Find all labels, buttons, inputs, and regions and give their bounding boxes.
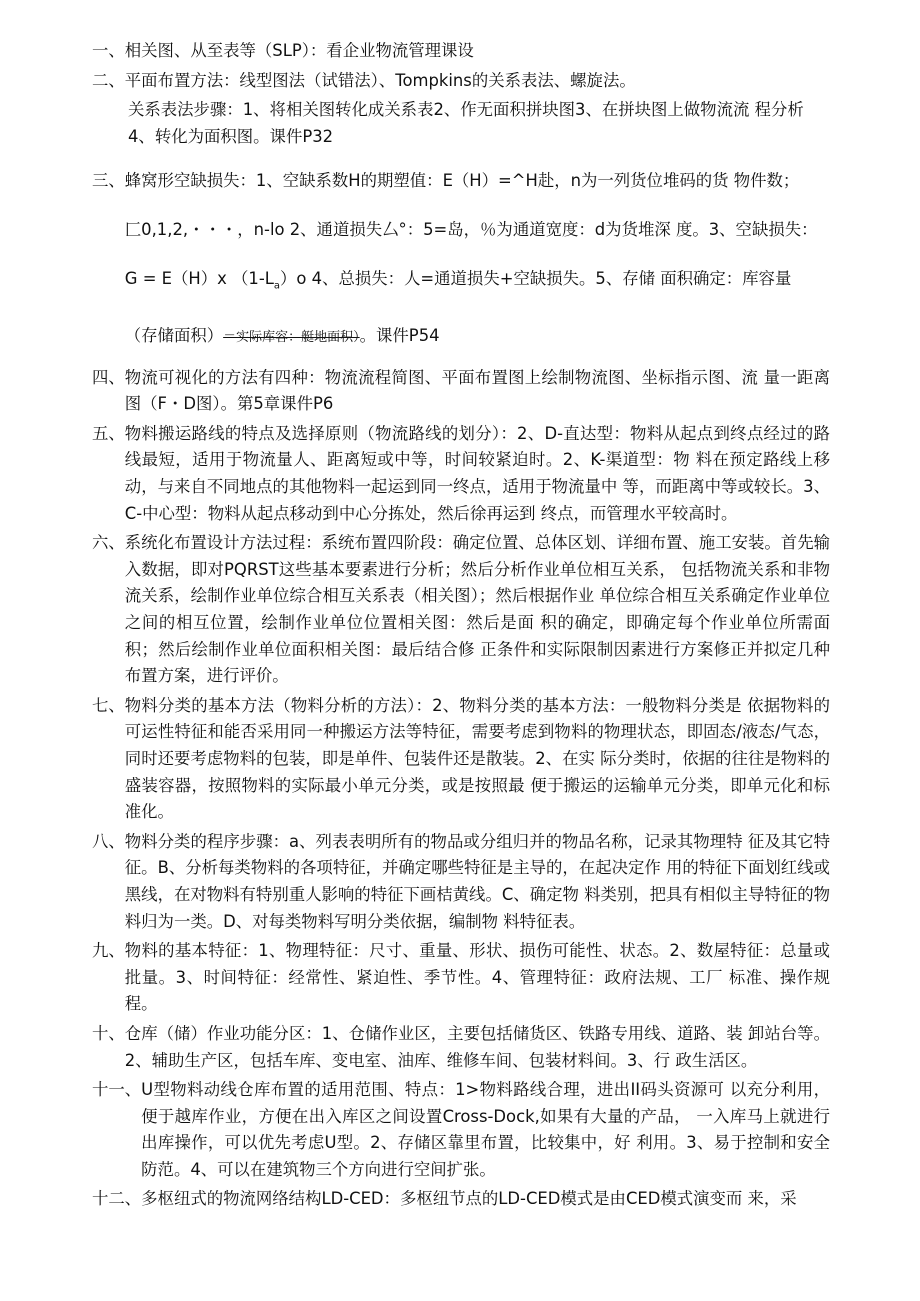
section-3-line-3: G = E（H）x $(1-L_a)o$ 4、总损失：人=通道损失+空缺损失。5、存储 面积确定：库容量 <box>124 269 792 292</box>
section-11 <box>92 1077 830 1183</box>
section-text: 物料的基本特征：1、物理特征：尺寸、重量、形状、损伤可能性、状态。2、数屋特征：总量或批量。3、时间特征：经常性、紧迫性、季节性。4、管理特征：政府法规、工厂 标准、操作规程。 <box>124 941 830 1014</box>
section-number: 十二、 <box>92 1189 142 1209</box>
section-3-line-2: 匚0,1,2,・・・，n-lo 2、通道损失厶°：5=岛，％为通道宽度：d为货堆深 度。3、空缺损失： <box>124 220 818 240</box>
section-7 <box>92 693 830 826</box>
section-text <box>125 156 830 361</box>
section-number: 七、 <box>92 695 125 715</box>
section-number: 一、 <box>92 41 125 60</box>
section-12 <box>92 1186 830 1213</box>
section-number: 十一、 <box>92 1080 142 1100</box>
section-number: 九、 <box>92 941 125 961</box>
section-number: 八、 <box>92 831 125 851</box>
section-text: 物流可视化的方法有四种：物流流程简图、平面布置图上绘制物流图、坐标指示图、流 量一距离图（F・D图）。第5章课件P6 <box>124 367 830 414</box>
section-number: 四、 <box>92 367 125 387</box>
section-number: 十、 <box>92 1023 125 1043</box>
section-3 <box>92 156 830 361</box>
section-1 <box>92 38 830 65</box>
section-text: U型物料动线仓库布置的适用范围、特点：1>物料路线合理，进出II码头资源可 以充分利用，便于越库作业，方便在出入库区之间设置Cross-Dock,如果有大量的产品， 一入库马上就进行出库操作，可以优先考虑U型。2、存储区靠里布置，比较集中，好 利用。3、易于控制和安全防范。4、可以在建筑物三个方向进行空间扩张。 <box>141 1080 830 1179</box>
section-text: 平面布置方法：线型图法（试错法）、Tompkins的关系表法、螺旋法。 <box>124 70 636 90</box>
section-text: 仓库（储）作业功能分区：1、仓储作业区，主要包括储货区、铁路专用线、道路、装 卸站台等。2、辅助生产区，包括车库、变电室、油库、维修车间、包装材料间。3、行 政生活区。 <box>124 1023 830 1070</box>
section-text: 物料搬运路线的特点及选择原则（物流路线的划分）：2、D-直达型：物料从起点到终点经过的路线最短，适用于物流量人、距离短或中等，时间较紧迫时。2、K-渠道型：物 料在预定路线上移动，与来自不同地点的其他物料一起运到同一终点，适用于物流量中 等，而距离中等或较长。3、C-中心型：物料从起点移动到中心分拣处，然后徐再运到 终点，而管理水平较高时。 <box>124 423 830 523</box>
section-4 <box>92 365 830 418</box>
section-8 <box>92 829 830 935</box>
struck-text: ＝实际库容：艇地面积） <box>223 329 360 345</box>
section-text: 物料分类的程序步骤：a、列表表明所有的物品或分组归并的物品名称，记录其物理特 征及其它特征。B、分析每类物料的各项特征，并确定哪些特征是主导的，在起决定作 用的特征下面划红线或黑线，在对物料有特别重人影响的特征下画桔黄线。C、确定物 料类别，把具有相似主导特征的物料归为一类。D、对每类物料写明分类依据，编制物 料特征表。 <box>124 831 830 931</box>
section-3-line-1: 蜂窝形空缺损失：1、空缺系数H的期塑值：E（H）=^H赴，n为一列货位堆码的货 物件数； <box>124 171 800 191</box>
section-number: 三、 <box>92 171 125 191</box>
section-number: 六、 <box>92 533 125 553</box>
section-5 <box>92 421 830 527</box>
section-text: 相关图、从至表等（SLP）：看企业物流管理课设 <box>124 41 474 60</box>
section-text: 物料分类的基本方法（物料分析的方法）：2、物料分类的基本方法：一般物料分类是 依据物料的可运性特征和能否采用同一种搬运方法等特征，需要考虑到物料的物理状态，即固态/液态/气态，同时还要考虑物料的包装，即是单件、包装件还是散装。2、在实 际分类时，依据的往往是物料的盛装容器，按照物料的实际最小单元分类，或是按照最 便于搬运的运输单元分类，即单元化和标准化。 <box>124 695 830 822</box>
section-text: 系统化布置设计方法过程：系统布置四阶段：确定位置、总体区划、详细布置、施工安装。首先输入数据，即对PQRST这些基本要素进行分析；然后分析作业单位相互关系， 包括物流关系和非物流关系，绘制作业单位综合相互关系表（相关图）；然后根据作业 单位综合相互关系确定作业单位之间的相互位置，绘制作业单位位置相关图：然后是面 积的确定，即确定每个作业单位所需面积；然后绘制作业单位面积相关图：最后结合修 正条件和实际限制因素进行方案修正并拟定几种布置方案，进行评价。 <box>124 533 830 686</box>
section-number: 五、 <box>92 423 125 443</box>
section-3-line-4: （存储面积）＝实际库容：艇地面积）。课件P54 <box>124 325 440 345</box>
section-10 <box>92 1021 830 1074</box>
section-2-steps: 关系表法步骤：1、将相关图转化成关系表2、作无面积拼块图3、在拼块图上做物流流 程分析4、转化为面积图。课件P32 <box>128 100 804 146</box>
section-text: 多枢纽式的物流网络结构LD-CED：多枢纽节点的LD-CED模式是由CED模式演变而 来，采 <box>141 1189 797 1209</box>
section-2 <box>92 68 830 95</box>
section-9 <box>92 938 830 1018</box>
section-6 <box>92 530 830 690</box>
section-number: 二、 <box>92 70 125 90</box>
